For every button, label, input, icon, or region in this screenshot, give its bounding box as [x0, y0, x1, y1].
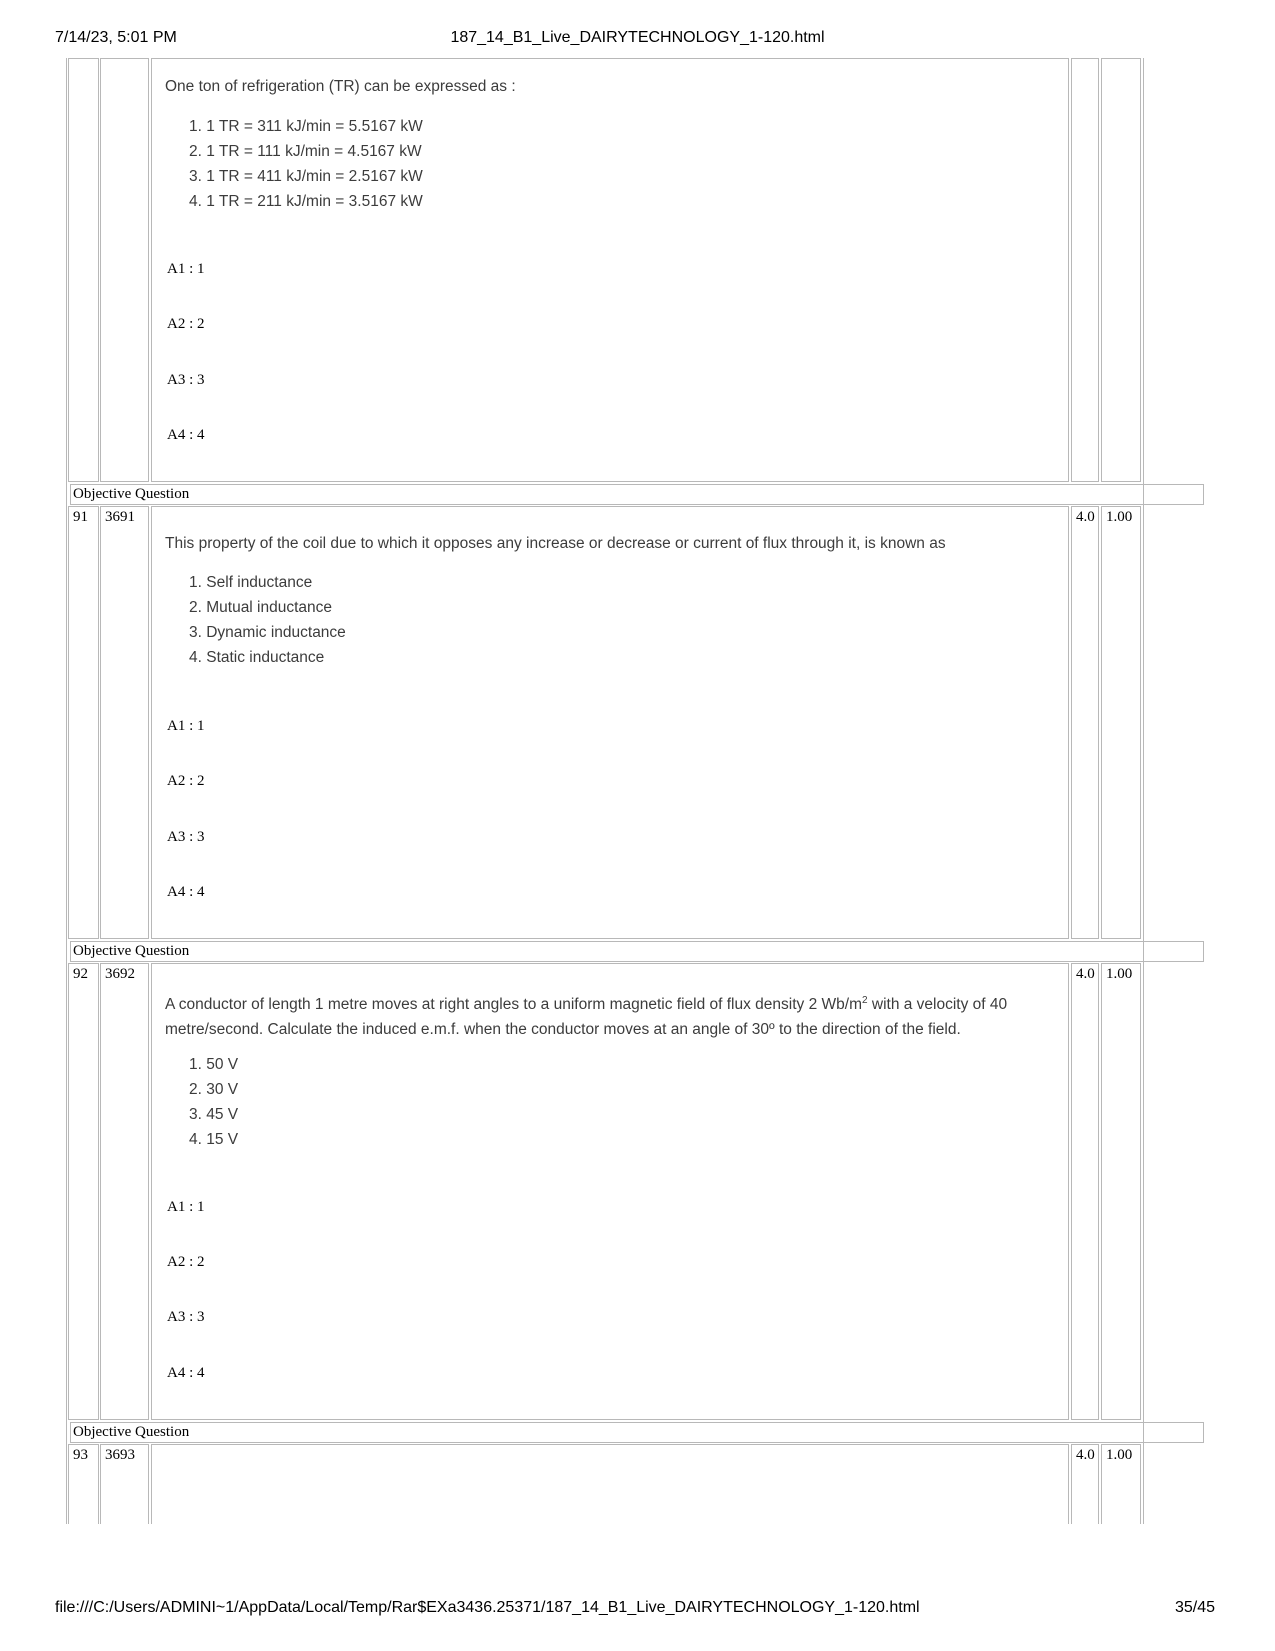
- neg-marks-cell: 1.00: [1101, 963, 1141, 1420]
- answer-4: A4 : 4: [167, 884, 205, 900]
- option-item: 1. Self inductance: [189, 574, 313, 591]
- sno-cell: 93: [68, 1444, 99, 1524]
- outer-table-frame: [66, 58, 1144, 1524]
- option-item: 2. Mutual inductance: [189, 599, 333, 616]
- sno-cell: 91: [68, 506, 99, 939]
- answer-1: A1 : 1: [167, 718, 205, 734]
- file-path: file:///C:/Users/ADMINI~1/AppData/Local/Temp/Rar$EXa3436.25371/187_14_B1_Live_DAIRYTECHNOLOGY_1-120.html: [55, 1599, 920, 1616]
- option-item: 3. Dynamic inductance: [189, 624, 346, 641]
- marks-cell: 4.0: [1071, 506, 1099, 939]
- answer-4: A4 : 4: [167, 427, 205, 443]
- question-text: One ton of refrigeration (TR) can be expressed as :: [165, 78, 516, 95]
- answer-3: A3 : 3: [167, 372, 205, 388]
- sno-cell: 92: [68, 963, 99, 1420]
- question-text: This property of the coil due to which it opposes any increase or decrease or current of flux through it, is known as: [165, 535, 946, 552]
- option-item: 1. 50 V: [189, 1056, 239, 1073]
- answer-1: A1 : 1: [167, 261, 205, 277]
- qid-cell: 3693: [100, 1444, 149, 1524]
- answer-2: A2 : 2: [167, 316, 205, 332]
- question-text-part: A conductor of length 1 metre moves at right angles to a uniform magnetic field of flux density 2 Wb/m: [165, 996, 862, 1014]
- option-item: 4. Static inductance: [189, 649, 325, 666]
- question-text-part: metre/second. Calculate the induced e.m.f. when the conductor moves at an angle of 30º to the direction of the field.: [165, 1021, 961, 1039]
- qid-cell: 3691: [100, 506, 149, 939]
- answer-3: A3 : 3: [167, 829, 205, 845]
- print-datetime: 7/14/23, 5:01 PM: [55, 29, 177, 46]
- option-item: 2. 30 V: [189, 1081, 239, 1098]
- answer-2: A2 : 2: [167, 773, 205, 789]
- option-item: 4. 1 TR = 211 kJ/min = 3.5167 kW: [189, 193, 423, 210]
- superscript: 2: [862, 995, 868, 1006]
- neg-marks-cell: 1.00: [1101, 1444, 1141, 1524]
- neg-marks-cell: 1.00: [1101, 506, 1141, 939]
- option-item: 4. 15 V: [189, 1131, 239, 1148]
- question-type-label: Objective Question: [70, 484, 1204, 505]
- marks-cell: 4.0: [1071, 1444, 1099, 1524]
- answer-3: A3 : 3: [167, 1309, 205, 1325]
- question-type-label: Objective Question: [70, 1422, 1204, 1443]
- option-item: 3. 1 TR = 411 kJ/min = 2.5167 kW: [189, 168, 423, 185]
- answer-4: A4 : 4: [167, 1365, 205, 1381]
- answer-2: A2 : 2: [167, 1254, 205, 1270]
- question-type-label: Objective Question: [70, 941, 1204, 962]
- marks-cell: 4.0: [1071, 963, 1099, 1420]
- option-item: 2. 1 TR = 111 kJ/min = 4.5167 kW: [189, 143, 422, 160]
- print-title: 187_14_B1_Live_DAIRYTECHNOLOGY_1-120.html: [450, 29, 825, 46]
- option-item: 1. 1 TR = 311 kJ/min = 5.5167 kW: [189, 118, 423, 135]
- question-text-part: with a velocity of 40: [867, 996, 1008, 1014]
- qid-cell: 3692: [100, 963, 149, 1420]
- answer-1: A1 : 1: [167, 1199, 205, 1215]
- page-number: 35/45: [1174, 1599, 1215, 1616]
- option-item: 3. 45 V: [189, 1106, 239, 1123]
